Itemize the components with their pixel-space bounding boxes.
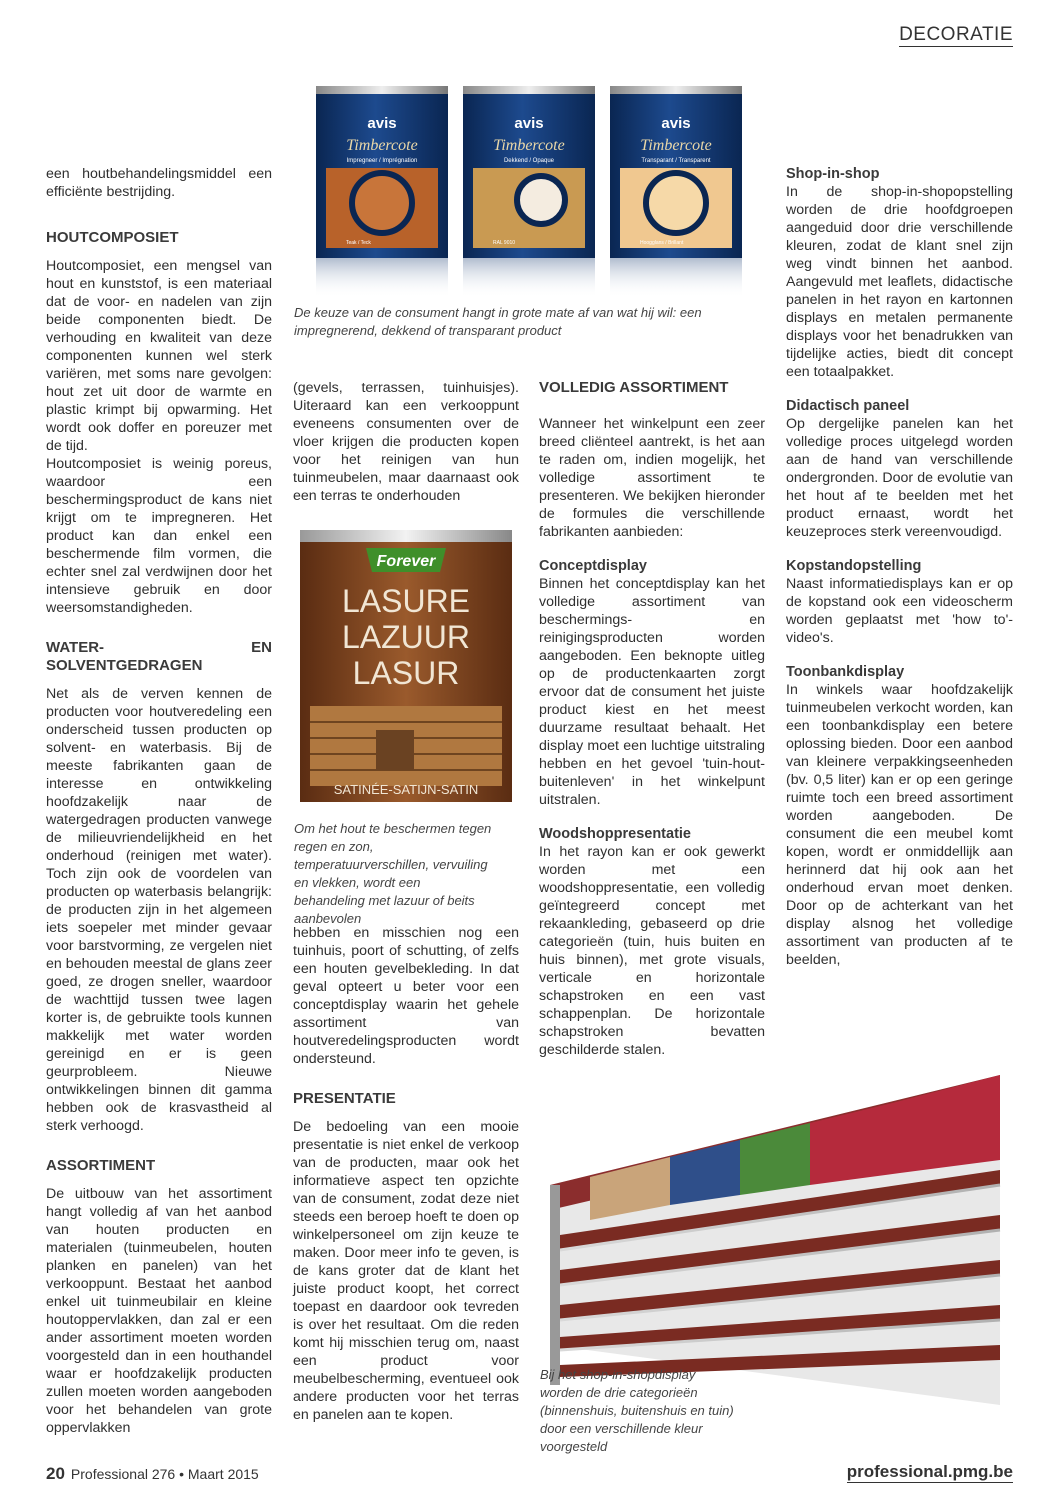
page-number: 20	[46, 1464, 65, 1483]
can-teak	[316, 86, 448, 298]
paragraph: De bedoeling van een mooie presentatie is niet enkel de verkoop van de producten, maar ook het informatieve aspect ten opzichte van de consument, zodat deze niet steeds een beroep hoeft te doen op winkelpersoneel om zijn keuze te maken. Door meer info te geven, is de kans groter dat de klant het juiste product koopt, het correct toepast en daardoor ook tevreden is over het resultaat. Om die reden komt hij misschien terug om, naast een product voor meubelbescherming, eventueel ook andere producten voor het terras en panelen aan te kopen.	[293, 1119, 519, 1423]
can-color: Hoogglans / Brillant	[640, 240, 684, 246]
can-type: Impregneer / Imprégnation	[346, 158, 418, 164]
heading-volledig-assortiment: VOLLEDIG ASSORTIMENT	[539, 379, 729, 396]
caption-shop-display: Bij het shop-in-shopdisplay worden de drie categorieën (binnenshuis, buitenshuis en tuin) door een verschillende kleur voorgesteld	[540, 1367, 734, 1454]
heading-didactisch-paneel: Didactisch paneel	[786, 398, 910, 414]
heading-woodshop: Woodshoppresentatie	[539, 826, 691, 842]
paragraph: Wanneer het winkelpunt een zeer breed cliënteel aantrekt, is het aan te raden om, indien mogelijk, het volledige assortiment te presenteren. We bekijken hieronder de formules die verschillende fabrikanten aanbieden:	[539, 416, 765, 540]
can-type: Transparant / Transparent	[641, 158, 711, 164]
heading-assortiment: ASSORTIMENT	[46, 1157, 156, 1174]
can-brand: avis	[367, 115, 397, 132]
lasure-can-image	[296, 526, 518, 808]
caption-cans: De keuze van de consument hangt in grote mate af van wat hij wil: een impregnerend, dekkend of transparant product	[294, 305, 702, 338]
can-type: Dekkend / Opaque	[503, 158, 555, 164]
caption-lasure: Om het hout te beschermen tegen regen en zon, temperatuurverschillen, vervuiling en vlekken, wordt een behandeling met lazuur of beits aanbevolen	[294, 821, 492, 926]
lasure-title-2: LAZUUR	[341, 619, 471, 655]
issue-info: Professional 276 • Maart 2015	[70, 1466, 259, 1482]
paragraph: Op dergelijke panelen kan het volledige proces uitgelegd worden aan de hand van verschillende ondergronden. Door de evolutie van het hout af te beelden met het product ernaast, wordt het keuzeproces sterk vereenvoudigd.	[786, 416, 1013, 540]
paragraph: hebben en misschien nog een tuinhuis, poort of schutting, of zelfs een houten gevelbekleding. In dat geval opteert u beter voor een conceptdisplay waarin het gehele assortiment van houtveredelingsproducten wordt ondersteund.	[293, 925, 519, 1067]
lasure-finish: SATINÉE-SATIJN-SATIN	[333, 782, 479, 797]
can-line: Timbercote	[493, 137, 565, 154]
can-transparant	[610, 86, 742, 298]
paragraph: Houtcomposiet, een mengsel van hout en kunststof, is een materiaal dat de voor- en nadelen van zijn beide componenten biedt. De verhouding en kwaliteit van deze componenten kunnen wel sterk variëren, met soms nare gevolgen: hout zet uit door de warmte en plastic krimpt bij opwarming. Het wordt ook doffer en poreuzer met de tijd.	[46, 258, 272, 454]
can-line: Timbercote	[346, 137, 418, 154]
section-tag: DECORATIE	[899, 24, 1013, 45]
column-2-top	[293, 379, 519, 505]
can-ral9010	[463, 86, 595, 298]
lasure-title-1: LASURE	[341, 583, 471, 619]
column-2-bottom	[293, 924, 519, 1424]
lasure-title-3: LASUR	[352, 655, 460, 691]
can-color: RAL 9010	[493, 240, 516, 246]
heading-houtcomposiet: HOUTCOMPOSIET	[46, 229, 179, 246]
paragraph: In het rayon kan er ook gewerkt worden met een woodshoppresentatie, een volledig geïntegreerd concept met rekaankleding, gebaseerd op drie categorieën (tuin, huis buiten en huis binnen), met grote visuals, verticale en horizontale schapstroken en een vast schappenplan. De horizontale schapstroken bevatten geschilderde stalen.	[539, 844, 765, 1058]
footer-site-link[interactable]: professional.pmg.be	[846, 1462, 1013, 1481]
paragraph: Binnen het conceptdisplay kan het volledige assortiment van beschermings- en reinigingsproducten worden aangeboden. Een beknopte uitleg op de productenkaarten zorgt ervoor dat de consument het juiste product kiest en het meest duurzame resultaat behaalt. Het display moet een luchtige uitstraling hebben en het gevoel 'tuin-hout-buitenleven' in het winkelpunt uitstralen.	[539, 576, 765, 808]
column-3	[539, 379, 765, 1059]
can-color: Teak / Teck	[346, 240, 371, 246]
heading-toonbankdisplay: Toonbankdisplay	[786, 664, 905, 680]
footer-issue	[46, 1464, 259, 1484]
paragraph: (gevels, terrassen, tuinhuisjes). Uiteraard kan een verkooppunt eveneens consumenten over de vloer krijgen die producten kopen voor het reinigen van hun tuinmeubelen, maar daarnaast ook een terras te onderhouden	[293, 380, 519, 504]
paragraph: Houtcomposiet is weinig poreus, waardoor een beschermingsproduct de kans niet krijgt om te impregneren. Het product kan dan enkel een beschermende film vormen, die echter snel zal verdwijnen door het intensieve gebruik en door weersomstandigheden.	[46, 456, 272, 616]
column-4	[786, 165, 1013, 969]
heading-water-solvent: WATER- EN SOLVENTGEDRAGEN	[46, 639, 272, 674]
paragraph: In de shop-in-shopopstelling worden de drie hoofdgroepen aangeduid door drie verschillende kleuren, zodat de klant snel zijn weg vindt binnen het aanbod. Aangevuld met leaflets, didactische panelen in het rayon en kartonnen displays en metalen permanente displays voor het benadrukken van tijdelijke acties, biedt dit concept een totaalpakket.	[786, 184, 1013, 380]
heading-kopstandopstelling: Kopstandopstelling	[786, 558, 922, 574]
can-line: Timbercote	[640, 137, 712, 154]
heading-shop-in-shop: Shop-in-shop	[786, 166, 880, 182]
paint-cans-image	[296, 78, 766, 303]
paragraph: een houtbehandelingsmiddel een efficiënte bestrijding.	[46, 166, 272, 200]
paragraph: In winkels waar hoofdzakelijk tuinmeubelen verkocht worden, kan een toonbankdisplay een betere oplossing bieden. Door een aanbod van kleinere verpakkingseenheden (bv. 0,5 liter) kan er op een geringe ruimte toch een breed assortiment worden aangeboden. De consument die een meubel komt kopen, wordt er onmiddellijk aan herinnerd dat hij ook aan het onderhoud ervan moet denken. Door op de achterkant van het display alsnog het volledige assortiment van producten af te beelden,	[786, 682, 1013, 968]
paragraph: Naast informatiedisplays kan er op de kopstand ook een videoscherm worden geplaatst met 'how to'-video's.	[786, 576, 1013, 646]
column-1	[46, 165, 272, 1437]
lasure-brand: Forever	[376, 553, 436, 570]
can-brand: avis	[514, 115, 544, 132]
can-brand: avis	[661, 115, 691, 132]
paragraph: De uitbouw van het assortiment hangt volledig af van het aanbod van houten producten en materialen (tuinmeubelen, houten planken en panelen) van het verkooppunt. Bestaat het aanbod enkel uit tuinmeubilair en kleine houtoppervlakken, dan zal er een ander assortiment moeten worden voorgesteld dan in een houthandel waar er hoofdzakelijk producten zullen moeten worden aangeboden voor het behandelen van grote oppervlakken	[46, 1186, 272, 1436]
heading-conceptdisplay: Conceptdisplay	[539, 558, 647, 574]
heading-presentatie: PRESENTATIE	[293, 1090, 396, 1107]
paragraph: Net als de verven kennen de producten voor houtveredeling een onderscheid tussen producten op solvent- en waterbasis. Bij de meeste fabrikanten gaan de interesse en ontwikkeling hoofdzakelijk naar de watergedragen producten vanwege de milieuvriendelijkheid en het onderhoud (reinigen met water). Toch zijn ook de voordelen van producten op waterbasis belangrijk: de producten zijn in het algemeen iets soepeler met minder gevaar voor barstvorming, ze vergelen niet en behouden meestal de glans zeer goed, ze drogen sneller, waardoor de wachttijd tussen twee lagen korter is, de gebruikte tools kunnen makkelijk met water worden gereinigd en er is geen geurprobleem. Nieuwe ontwikkelingen binnen dit gamma hebben ook de krasvastheid al sterk verhoogd.	[46, 686, 272, 1134]
